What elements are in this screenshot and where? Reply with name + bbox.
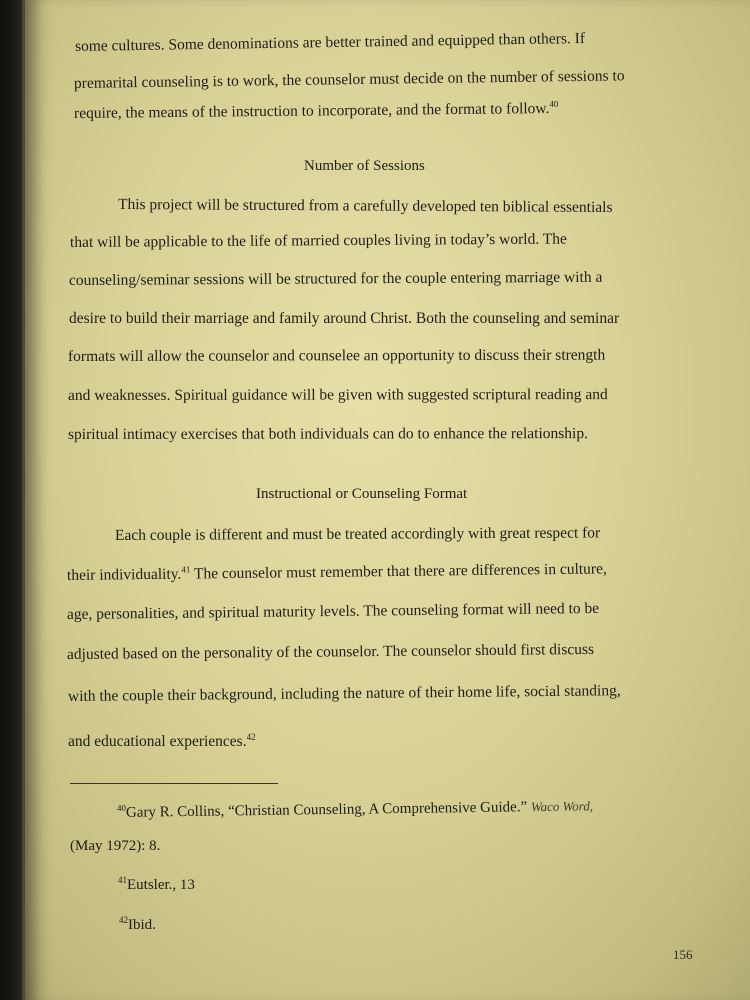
para3-line-1: Each couple is different and must be treated accordingly with great respect for <box>114 524 601 544</box>
para2-line-5: formats will allow the counselor and counselee an opportunity to discuss their strength <box>67 346 606 365</box>
footnote-40-text: Gary R. Collins, “Christian Counseling, A Comprehensive Guide.” <box>125 799 528 821</box>
footnote-42-number: 42 <box>119 915 128 925</box>
para3-line-6-text: and educational experiences. <box>68 733 247 750</box>
footnote-ref-42: 42 <box>246 731 256 742</box>
footnote-40-number: 40 <box>116 802 126 814</box>
para2-line-3: counseling/seminar sessions will be structured for the couple entering marriage with a <box>68 268 603 289</box>
para2-line-2: that will be applicable to the life of married couples living in today’s world. The <box>69 230 567 251</box>
para1-line-2: premarital counseling is to work, the counselor must decide on the number of sessions to <box>73 67 625 92</box>
para2-line-7: spiritual intimacy exercises that both individuals can do to enhance the relationship. <box>67 425 588 443</box>
para1-line-1: some cultures. Some denominations are better trained and equipped than others. If <box>74 29 586 55</box>
para3-line-2-start: their individuality. <box>66 565 182 584</box>
section-heading-number-of-sessions: Number of Sessions <box>304 158 425 174</box>
para2-line-1: This project will be structured from a carefully developed ten biblical essentials <box>117 196 613 217</box>
page-number: 156 <box>673 947 693 962</box>
para3-line-2-end: The counselor must remember that there are differences in culture, <box>190 560 607 583</box>
footnote-41 <box>118 877 195 894</box>
footnote-ref-41: 41 <box>181 564 191 575</box>
para3-line-3: age, personalities, and spiritual maturity levels. The counseling format will need to be <box>66 599 600 623</box>
para2-line-4: desire to build their marriage and family around Christ. Both the counseling and seminar <box>69 310 620 327</box>
footnote-41-number: 41 <box>118 875 127 885</box>
footnote-40-continuation: (May 1972): 8. <box>70 838 161 854</box>
footnote-41-text: Eutsler., 13 <box>127 877 195 893</box>
para3-line-5: with the couple their background, including the nature of their home life, social standing, <box>67 682 621 705</box>
footnote-40-source: Waco Word, <box>530 798 594 815</box>
page-edge <box>22 0 25 1000</box>
para2-line-6: and weaknesses. Spiritual guidance will be given with suggested scriptural reading and <box>67 386 608 404</box>
para3-line-6 <box>68 733 256 751</box>
footnote-ref-40: 40 <box>549 98 559 109</box>
footnote-separator <box>70 783 278 784</box>
section-heading-instructional-format: Instructional or Counseling Format <box>256 486 468 502</box>
footnote-42-text: Ibid. <box>128 917 156 933</box>
para1-line-3-text: require, the means of the instruction to incorporate, and the format to follow. <box>73 100 550 122</box>
para3-line-4: adjusted based on the personality of the counselor. The counselor should first discuss <box>66 640 595 663</box>
footnote-42 <box>119 917 156 934</box>
